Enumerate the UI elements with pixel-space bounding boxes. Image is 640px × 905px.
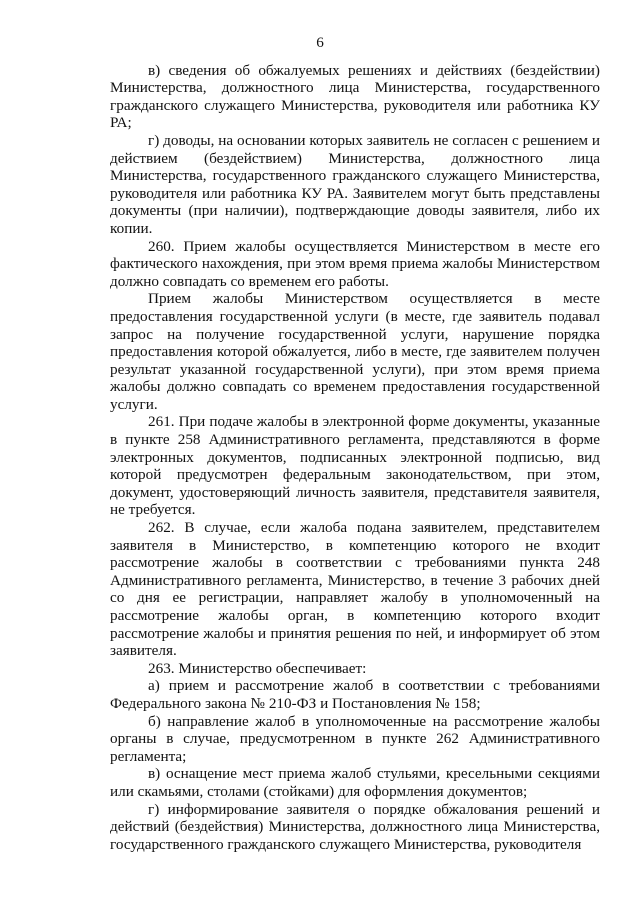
paragraph-g-arguments: г) доводы, на основании которых заявитель не согласен с решением и действием (бездействием) Министерства, должностного лица Министерства, государственного гражданского служащего Министерства, руководителя или работника КУ РА. Заявителем могут быть представлены документы (при наличии), подтверждающие доводы заявителя, либо их копии. bbox=[110, 131, 600, 237]
paragraph-261: 261. При подаче жалобы в электронной форме документы, указанные в пункте 258 Административного регламента, представляются в форме электронных документов, подписанных электронной подписью, вид которой предусмотрен федеральным законодательством, при этом, документ, удостоверяющий личность заявителя, представителя заявителя, не требуется. bbox=[110, 413, 600, 519]
paragraph-reception: Прием жалобы Министерством осуществляется в месте предоставления государственной услуги (в месте, где заявитель подавал запрос на получение государственной услуги, нарушение порядка предоставления которой обжалуется, либо в месте, где заявителем получен результат указанной государственной услуги), при этом время приема жалобы должно совпадать со временем предоставления государственной услуги. bbox=[110, 290, 600, 413]
paragraph-263: 263. Министерство обеспечивает: bbox=[148, 659, 367, 677]
paragraph-263-a: а) прием и рассмотрение жалоб в соответствии с требованиями Федерального закона № 210-ФЗ и Постановления № 158; bbox=[110, 677, 600, 712]
paragraph-263-v: в) оснащение мест приема жалоб стульями, кресельными секциями или скамьями, столами (стойками) для оформления документов; bbox=[110, 765, 600, 800]
page-number: 6 bbox=[316, 34, 324, 51]
paragraph-263-b: б) направление жалоб в уполномоченные на рассмотрение жалобы органы в случае, предусмотренном в пункте 262 Административного регламента; bbox=[110, 712, 600, 765]
paragraph-262: 262. В случае, если жалоба подана заявителем, представителем заявителя в Министерство, в компетенцию которого не входит рассмотрение жалобы в соответствии с требованиями пункта 248 Административного регламента, Министерство, в течение 3 рабочих дней со дня ее регистрации, направляет жалобу в уполномоченный на рассмотрение жалобы орган, в компетенцию которого входит рассмотрение жалобы и принятия решения по ней, и информирует об этом заявителя. bbox=[110, 519, 600, 660]
paragraph-263-g: г) информирование заявителя о порядке обжалования решений и действий (бездействия) Министерства, должностного лица Министерства, государственного гражданского служащего Министерства, руководителя bbox=[110, 800, 600, 853]
paragraph-v-details: в) сведения об обжалуемых решениях и действиях (бездействии) Министерства, должностного лица Министерства, государственного гражданского служащего Министерства, руководителя или работника КУ РА; bbox=[110, 61, 600, 132]
paragraph-260: 260. Прием жалобы осуществляется Министерством в месте его фактического нахождения, при этом время приема жалобы Министерством должно совпадать со временем его работы. bbox=[110, 237, 600, 290]
